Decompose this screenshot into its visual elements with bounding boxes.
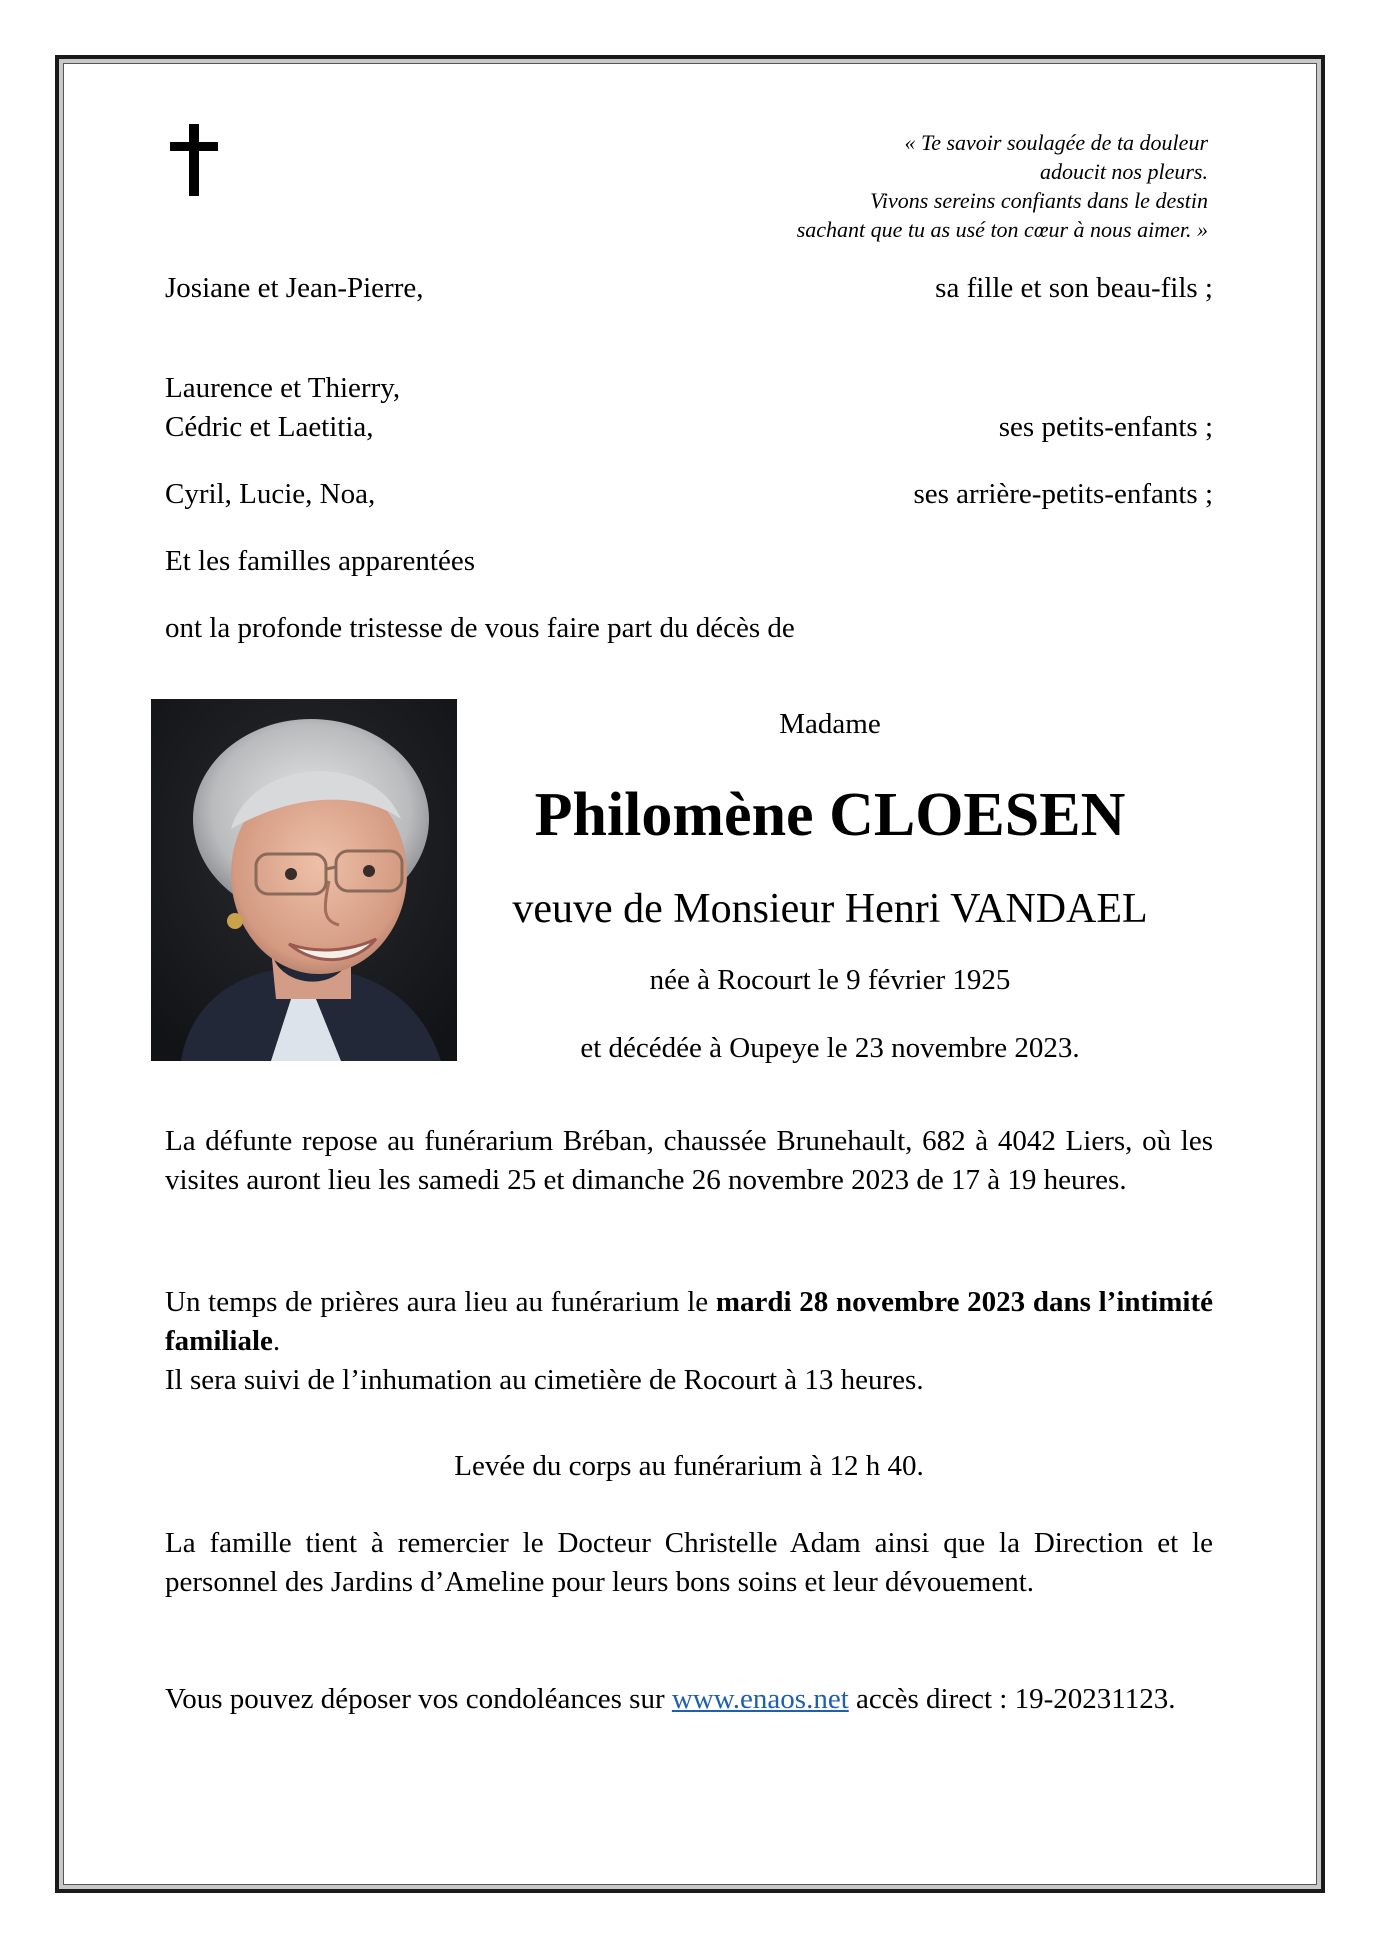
condolences-text-start: Vous pouvez déposer vos condoléances sur [165,1683,672,1715]
daughter-names: Josiane et Jean-Pierre, [165,272,424,304]
latin-cross-icon [170,124,218,196]
great-grandchildren-names: Cyril, Lucie, Noa, [165,478,376,510]
announcement-text: ont la profonde tristesse de vous faire part du décès de [165,612,795,644]
prayer-text-end: . [272,1325,281,1357]
daughter-relation: sa fille et son beau-fils ; [935,272,1213,304]
quote-line: adoucit nos pleurs. [1039,159,1208,184]
grandchildren-names-line2: Cédric et Laetitia, [165,411,374,443]
grandchildren-relation: ses petits-enfants ; [998,411,1213,443]
portrait-image [151,699,457,1061]
deceased-title: Madame [779,708,881,740]
great-grandchildren-relation: ses arrière-petits-enfants ; [913,478,1213,510]
quote-line: sachant que tu as usé ton cœur à nous aimer. » [796,217,1208,242]
quote-line: Vivons sereins confiants dans le destin [870,188,1208,213]
widow-of: veuve de Monsieur Henri VANDAEL [512,886,1148,932]
epigraph-quote [797,128,1208,244]
condolences-text-end: accès direct : 19-20231123. [848,1683,1176,1715]
quote-line: « Te savoir soulagée de ta douleur [904,130,1208,155]
prayer-paragraph [165,1283,1213,1361]
prayer-date-bold: mardi 28 novembre 2023 dans l’intimité familiale [165,1286,1213,1357]
prayer-text-start: Un temps de prières aura lieu au funérarium le [165,1286,716,1318]
burial-text: Il sera suivi de l’inhumation au cimetière de Rocourt à 13 heures. [165,1364,924,1396]
birth-info: née à Rocourt le 9 février 1925 [649,964,1011,996]
deceased-name: Philomène CLOESEN [534,781,1126,849]
related-families: Et les familles apparentées [165,545,476,577]
portrait-photo [151,699,457,1061]
levee-text: Levée du corps au funérarium à 12 h 40. [454,1450,924,1482]
thanks-paragraph: La famille tient à remercier le Docteur Christelle Adam ainsi que la Direction et le personnel des Jardins d’Ameline pour leurs bons soins et leur dévouement. [165,1527,1213,1598]
condolences-paragraph [165,1680,1213,1719]
condolences-link[interactable]: www.enaos.net [671,1683,849,1715]
rest-paragraph: La défunte repose au funérarium Bréban, chaussée Brunehault, 682 à 4042 Liers, où les visites auront lieu les samedi 25 et dimanche 26 novembre 2023 de 17 à 19 heures. [165,1125,1213,1196]
grandchildren-names-line1: Laurence et Thierry, [165,372,401,404]
death-info: et décédée à Oupeye le 23 novembre 2023. [580,1032,1080,1064]
